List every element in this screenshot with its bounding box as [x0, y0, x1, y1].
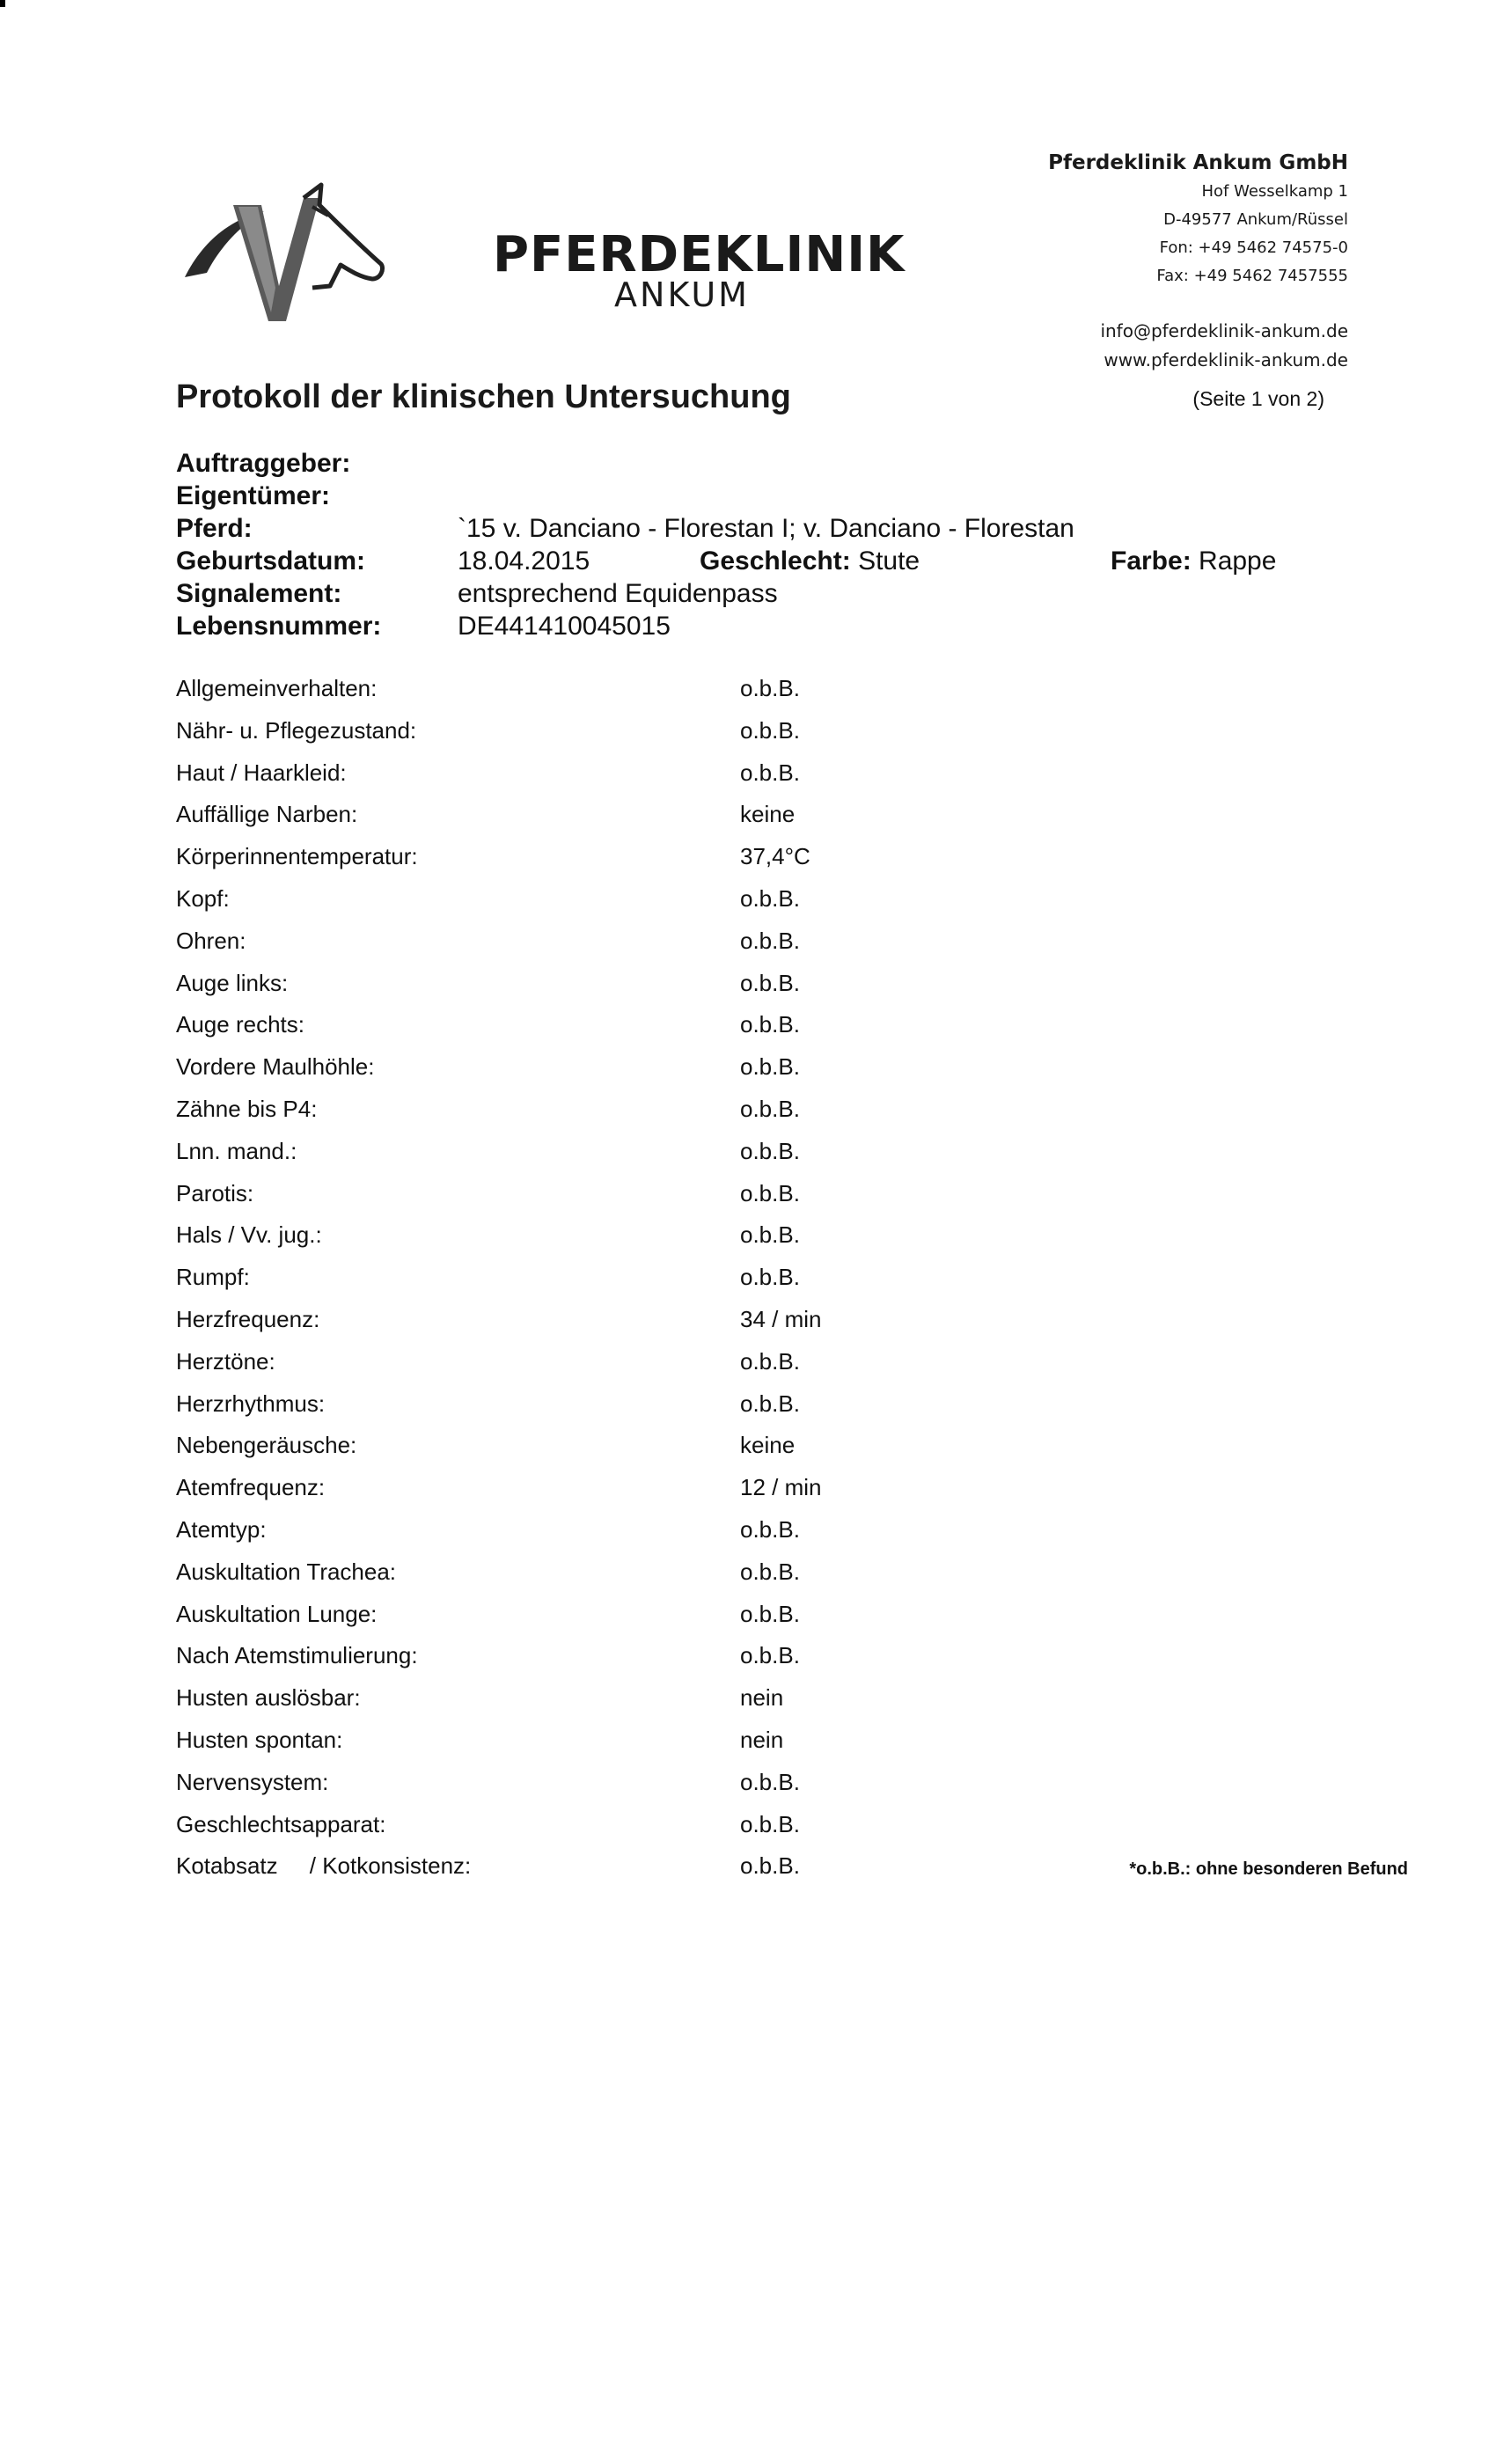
info-row-auftraggeber — [176, 447, 1364, 480]
exam-value: o.b.B. — [740, 884, 800, 912]
exam-value: o.b.B. — [740, 1179, 800, 1206]
geschlecht-field — [700, 545, 920, 577]
exam-row — [176, 1138, 1408, 1180]
exam-value: o.b.B. — [740, 1642, 800, 1669]
exam-row — [176, 1390, 1408, 1433]
exam-row — [176, 1727, 1408, 1769]
exam-row — [176, 1306, 1408, 1348]
exam-label: Parotis: — [176, 1179, 254, 1206]
signalement-value: entsprechend Equidenpass — [458, 579, 778, 608]
farbe-value: Rappe — [1191, 546, 1277, 576]
examination-table — [176, 675, 1408, 1895]
clinic-address — [1048, 148, 1348, 375]
address-fax: Fax: +49 5462 7457555 — [1156, 267, 1348, 285]
geschlecht-value: Stute — [850, 546, 920, 576]
exam-value: o.b.B. — [740, 1852, 800, 1880]
signalement-label: Signalement: — [176, 579, 342, 608]
exam-row — [176, 1769, 1408, 1811]
exam-value: o.b.B. — [740, 1053, 800, 1081]
exam-value: o.b.B. — [740, 759, 800, 786]
exam-value: 12 / min — [740, 1474, 822, 1501]
exam-row — [176, 1516, 1408, 1558]
info-row-signalement — [176, 577, 1364, 610]
exam-value: keine — [740, 1432, 796, 1459]
exam-value: o.b.B. — [740, 1810, 800, 1837]
exam-label: Geschlechtsapparat: — [176, 1810, 386, 1837]
exam-row — [176, 843, 1408, 885]
exam-value: o.b.B. — [740, 969, 800, 996]
exam-row — [176, 1053, 1408, 1096]
exam-row — [176, 1096, 1408, 1138]
address-email: info@pferdeklinik-ankum.de — [1100, 320, 1348, 341]
exam-value: o.b.B. — [740, 1095, 800, 1122]
exam-row — [176, 885, 1408, 928]
exam-row — [176, 1601, 1408, 1643]
exam-row — [176, 801, 1408, 843]
address-city: D-49577 Ankum/Rüssel — [1163, 210, 1348, 229]
exam-label: Kopf: — [176, 884, 230, 912]
exam-value: nein — [740, 1726, 784, 1753]
exam-row — [176, 675, 1408, 717]
info-row-pferd — [176, 512, 1364, 545]
exam-label: Herzrhythmus: — [176, 1390, 326, 1417]
exam-row — [176, 1558, 1408, 1601]
eigentuemer-label: Eigentümer: — [176, 481, 331, 510]
exam-label: Auge rechts: — [176, 1011, 304, 1038]
exam-row — [176, 717, 1408, 759]
info-row-geburtsdatum — [176, 545, 1364, 577]
exam-label: Vordere Maulhöhle: — [176, 1053, 375, 1081]
exam-row — [176, 1264, 1408, 1306]
exam-row — [176, 1684, 1408, 1727]
exam-label: Nähr- u. Pflegezustand: — [176, 716, 417, 744]
pferd-label: Pferd: — [176, 514, 253, 543]
exam-label: Herzfrequenz: — [176, 1305, 320, 1332]
exam-label: Husten auslösbar: — [176, 1684, 361, 1712]
exam-label: Auffällige Narben: — [176, 801, 358, 828]
exam-label: Atemtyp: — [176, 1515, 267, 1543]
exam-value: o.b.B. — [740, 1011, 800, 1038]
farbe-field — [1111, 545, 1276, 577]
exam-value: o.b.B. — [740, 1347, 800, 1375]
exam-value: o.b.B. — [740, 1558, 800, 1585]
lebensnummer-value: DE441410045015 — [458, 612, 671, 641]
exam-value: nein — [740, 1684, 784, 1712]
exam-value: o.b.B. — [740, 1600, 800, 1627]
company-name: Pferdeklinik Ankum GmbH — [1048, 151, 1348, 174]
lebensnummer-label: Lebensnummer: — [176, 612, 382, 641]
exam-label: Auskultation Trachea: — [176, 1558, 397, 1585]
geburtsdatum-value: 18.04.2015 — [458, 546, 590, 576]
exam-label: Auge links: — [176, 969, 289, 996]
exam-label: Kotabsatz / Kotkonsistenz: — [176, 1852, 472, 1880]
address-phone: Fon: +49 5462 74575-0 — [1159, 238, 1348, 257]
horse-logo-icon — [180, 180, 387, 334]
exam-value: o.b.B. — [740, 1515, 800, 1543]
exam-value: o.b.B. — [740, 927, 800, 954]
logo-wordmark — [493, 226, 906, 314]
exam-value: 34 / min — [740, 1305, 822, 1332]
footnote: *o.b.B.: ohne besonderen Befund — [1129, 1859, 1408, 1880]
logo-line1: PFERDEKLINIK — [493, 226, 906, 283]
exam-row — [176, 1432, 1408, 1474]
exam-label: Nervensystem: — [176, 1768, 329, 1795]
exam-label: Rumpf: — [176, 1264, 250, 1291]
exam-row — [176, 1348, 1408, 1390]
patient-info — [176, 447, 1364, 642]
exam-label: Zähne bis P4: — [176, 1095, 318, 1122]
address-website: www.pferdeklinik-ankum.de — [1104, 349, 1348, 370]
exam-label: Husten spontan: — [176, 1726, 343, 1753]
exam-row — [176, 759, 1408, 802]
exam-value: o.b.B. — [740, 1137, 800, 1164]
exam-label: Ohren: — [176, 927, 246, 954]
document-title: Protokoll der klinischen Untersuchung — [176, 378, 791, 415]
exam-row — [176, 1811, 1408, 1853]
exam-row — [176, 970, 1408, 1012]
exam-row — [176, 1180, 1408, 1222]
info-row-lebensnummer — [176, 610, 1364, 642]
logo-line2: ANKUM — [614, 275, 750, 314]
address-street: Hof Wesselkamp 1 — [1201, 182, 1348, 201]
geburtsdatum-label: Geburtsdatum: — [176, 546, 366, 576]
exam-row — [176, 928, 1408, 970]
info-row-eigentuemer — [176, 480, 1364, 512]
exam-value: o.b.B. — [740, 675, 800, 701]
exam-label: Nebengeräusche: — [176, 1432, 357, 1459]
exam-label: Allgemeinverhalten: — [176, 675, 378, 701]
exam-row — [176, 1852, 1408, 1895]
exam-row — [176, 1011, 1408, 1053]
exam-value: 37,4°C — [740, 843, 810, 870]
exam-row — [176, 1642, 1408, 1684]
page-indicator: (Seite 1 von 2) — [1192, 387, 1324, 410]
exam-value: o.b.B. — [740, 1264, 800, 1291]
exam-label: Nach Atemstimulierung: — [176, 1642, 418, 1669]
exam-label: Auskultation Lunge: — [176, 1600, 378, 1627]
auftraggeber-label: Auftraggeber: — [176, 449, 351, 478]
exam-row — [176, 1474, 1408, 1516]
exam-label: Herztöne: — [176, 1347, 275, 1375]
exam-value: o.b.B. — [740, 716, 800, 744]
exam-label: Körperinnentemperatur: — [176, 843, 418, 870]
geschlecht-label: Geschlecht: — [700, 546, 851, 576]
exam-value: o.b.B. — [740, 1390, 800, 1417]
exam-value: o.b.B. — [740, 1768, 800, 1795]
exam-label: Hals / Vv. jug.: — [176, 1221, 322, 1249]
exam-value: o.b.B. — [740, 1221, 800, 1249]
scan-corner-mark — [0, 0, 5, 7]
exam-row — [176, 1221, 1408, 1264]
exam-label: Haut / Haarkleid: — [176, 759, 347, 786]
pferd-value: `15 v. Danciano - Florestan I; v. Danciano - Florestan — [458, 514, 1074, 543]
farbe-label: Farbe: — [1111, 546, 1192, 576]
exam-label: Lnn. mand.: — [176, 1137, 297, 1164]
exam-label: Atemfrequenz: — [176, 1474, 326, 1501]
exam-value: keine — [740, 801, 796, 828]
